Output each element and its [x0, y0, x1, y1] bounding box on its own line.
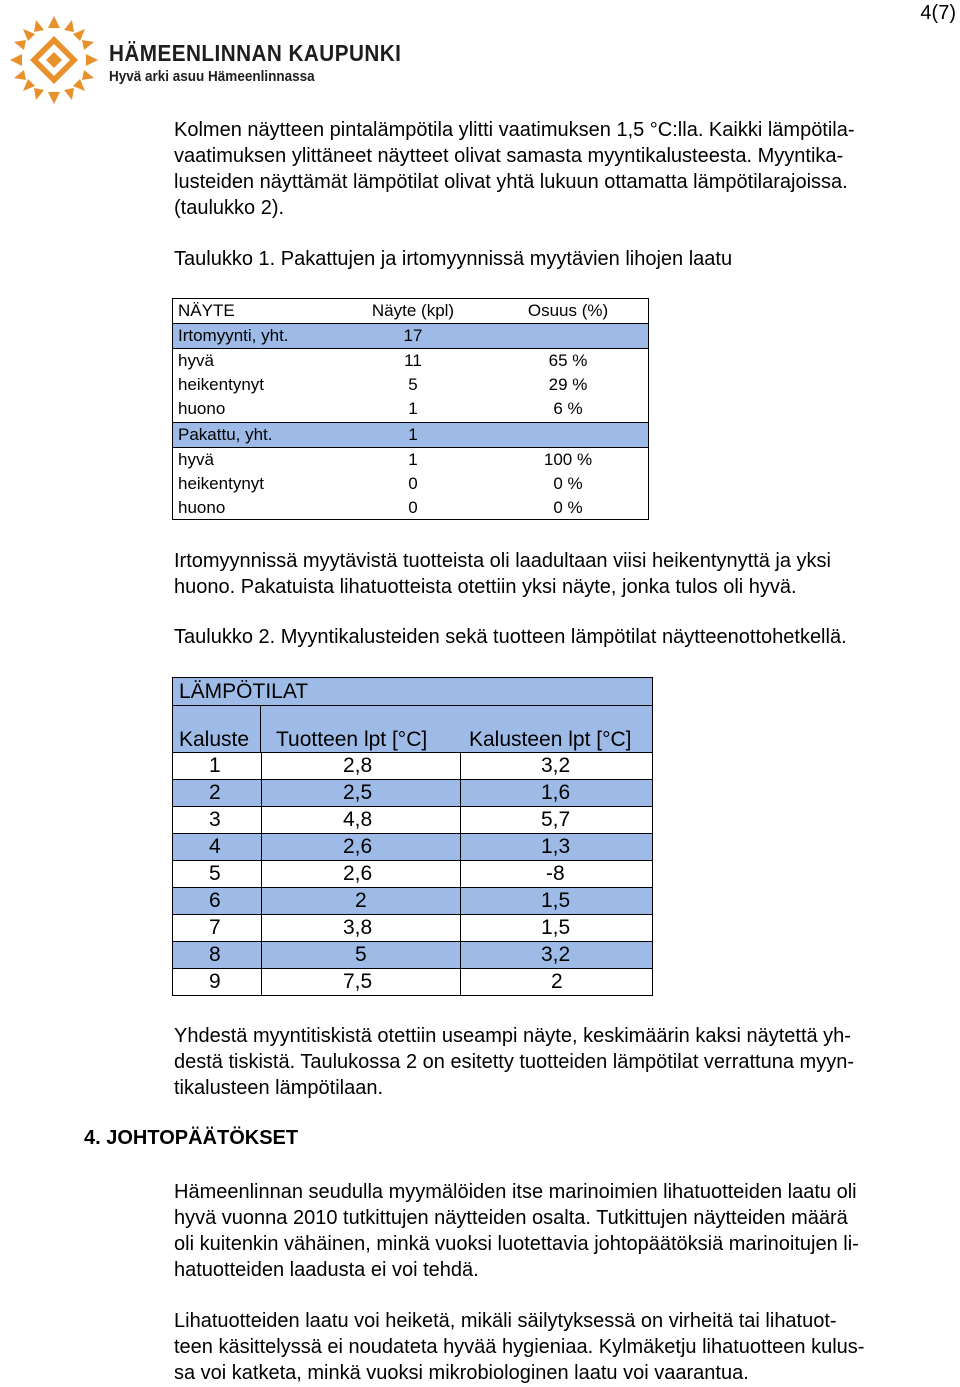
table-header-row [172, 705, 653, 753]
cell-fixture-temp: 3,2 [541, 943, 571, 966]
text-line: lusteiden näyttämät lämpötilat olivat yhtä lukuun ottamatta lämpötilarajoissa. [174, 171, 848, 193]
cell-count: 1 [408, 399, 418, 418]
cell-share: 65 % [548, 351, 588, 370]
cell-fixture: 5 [209, 862, 221, 885]
cell-share: 6 % [553, 399, 583, 418]
table-row [173, 373, 648, 397]
column-header: Tuotteen lpt [°C] [276, 728, 428, 751]
table-2 [172, 677, 654, 997]
cell-fixture-temp: 1,5 [541, 916, 571, 939]
cell-share: 0 % [553, 474, 583, 493]
text-line: tikalusteen lämpötilaan. [174, 1077, 384, 1099]
column-header: NÄYTE [178, 301, 235, 320]
table-row-subtotal [173, 323, 648, 349]
table-1 [172, 298, 649, 520]
table-row [173, 397, 648, 421]
cell-fixture: 3 [209, 808, 221, 831]
table-row [172, 807, 653, 834]
table-2-caption: Taulukko 2. Myyntikalusteiden sekä tuotteen lämpötilat näytteenottohetkellä. [174, 626, 847, 648]
cell-fixture: 4 [209, 835, 221, 858]
cell-count: 1 [408, 425, 418, 444]
page-number: 4(7) [920, 2, 956, 24]
text-line: teen käsittelyssä ei noudateta hyvää hygieniaa. Kylmäketju lihatuotteen kulus- [174, 1336, 865, 1358]
cell-fixture: 1 [209, 754, 221, 777]
section-heading: 4. JOHTOPÄÄTÖKSET [84, 1127, 299, 1149]
table-row [172, 915, 653, 942]
text-line: Yhdestä myyntitiskistä otettiin useampi näyte, keskimäärin kaksi näytettä yh- [174, 1025, 851, 1047]
cell-product-temp: 5 [355, 943, 367, 966]
logo-slogan: Hyvä arki asuu Hämeenlinnassa [109, 68, 315, 85]
table-row [173, 472, 648, 496]
column-header: Kaluste [179, 728, 250, 751]
cell-label: hyvä [178, 351, 214, 370]
cell-share: 100 % [543, 450, 593, 469]
text-line: hatuotteiden laadusta ei voi tehdä. [174, 1259, 479, 1281]
cell-share: 0 % [553, 498, 583, 517]
cell-fixture-temp: 1,5 [541, 889, 571, 912]
text-line: sa voi katketa, minkä vuoksi mikrobiologinen laatu voi vaarantua. [174, 1362, 749, 1384]
cell-fixture: 2 [209, 781, 221, 804]
text-line: destä tiskistä. Taulukossa 2 on esitetty tuotteiden lämpötilat verrattuna myyn- [174, 1051, 854, 1073]
cell-fixture: 8 [209, 943, 221, 966]
table-row [172, 753, 653, 780]
table-1-caption: Taulukko 1. Pakattujen ja irtomyynnissä myytävien lihojen laatu [174, 248, 733, 270]
sun-emblem-icon [4, 10, 104, 110]
cell-product-temp: 4,8 [343, 808, 373, 831]
text-line: (taulukko 2). [174, 197, 285, 219]
cell-count: 0 [408, 474, 418, 493]
cell-count: 0 [408, 498, 418, 517]
table-header-row [173, 299, 648, 323]
cell-product-temp: 2,6 [343, 862, 373, 885]
city-logo [4, 10, 402, 110]
text-line: Hämeenlinnan seudulla myymälöiden itse marinoimien lihatuotteiden laatu oli [174, 1181, 857, 1203]
table-row [172, 834, 653, 861]
table-row [172, 942, 653, 969]
cell-product-temp: 2,8 [343, 754, 373, 777]
cell-fixture-temp: 5,7 [541, 808, 571, 831]
cell-fixture: 6 [209, 889, 221, 912]
cell-product-temp: 7,5 [343, 970, 373, 993]
table-row [173, 349, 648, 373]
table-row [172, 780, 653, 807]
table-row [172, 861, 653, 888]
cell-product-temp: 2 [355, 889, 367, 912]
cell-product-temp: 2,6 [343, 835, 373, 858]
table-row [172, 969, 653, 996]
column-header: Kalusteen lpt [°C] [469, 728, 632, 751]
cell-label: heikentynyt [178, 474, 264, 493]
cell-label: hyvä [178, 450, 214, 469]
cell-label: Irtomyynti, yht. [178, 326, 289, 345]
logo-city-name: HÄMEENLINNAN KAUPUNKI [109, 40, 402, 66]
text-line: huono. Pakatuista lihatuotteista otettiin yksi näyte, jonka tulos oli hyvä. [174, 576, 797, 598]
cell-count: 5 [408, 375, 418, 394]
text-line: Irtomyynnissä myytävistä tuotteista oli laadultaan viisi heikentynyttä ja yksi [174, 550, 831, 572]
cell-share: 29 % [548, 375, 588, 394]
table-row-subtotal [173, 422, 648, 448]
cell-fixture: 7 [209, 916, 221, 939]
cell-count: 1 [408, 450, 418, 469]
table-row [173, 448, 648, 472]
text-line: Kolmen näytteen pintalämpötila ylitti vaatimuksen 1,5 °C:lla. Kaikki lämpötila- [174, 119, 855, 141]
text-line: vaatimuksen ylittäneet näytteet olivat samasta myyntikalusteesta. Myyntika- [174, 145, 844, 167]
cell-count: 11 [404, 351, 422, 370]
column-header: Osuus (%) [527, 301, 609, 320]
cell-label: huono [178, 399, 226, 418]
table-row [173, 496, 648, 520]
cell-label: huono [178, 498, 226, 517]
cell-fixture-temp: 1,3 [541, 835, 571, 858]
cell-fixture-temp: -8 [546, 862, 565, 885]
column-header: Näyte (kpl) [371, 301, 455, 320]
cell-fixture-temp: 3,2 [541, 754, 571, 777]
cell-product-temp: 3,8 [343, 916, 373, 939]
cell-label: Pakattu, yht. [178, 425, 273, 444]
text-line: Lihatuotteiden laatu voi heiketä, mikäli säilytyksessä on virheitä tai lihatuot- [174, 1310, 837, 1332]
column-divider [260, 705, 261, 753]
table-row [172, 888, 653, 915]
cell-product-temp: 2,5 [343, 781, 373, 804]
table-title: LÄMPÖTILAT [179, 680, 309, 703]
cell-count: 17 [403, 326, 423, 345]
text-line: oli kuitenkin vähäinen, minkä vuoksi luotettavia johtopäätöksiä marinoitujen li- [174, 1233, 859, 1255]
text-line: hyvä vuonna 2010 tutkittujen näytteiden osalta. Tutkittujen näytteiden määrä [174, 1207, 848, 1229]
table-title-row [172, 677, 653, 706]
cell-fixture-temp: 2 [551, 970, 563, 993]
cell-fixture: 9 [209, 970, 221, 993]
cell-fixture-temp: 1,6 [541, 781, 571, 804]
cell-label: heikentynyt [178, 375, 264, 394]
